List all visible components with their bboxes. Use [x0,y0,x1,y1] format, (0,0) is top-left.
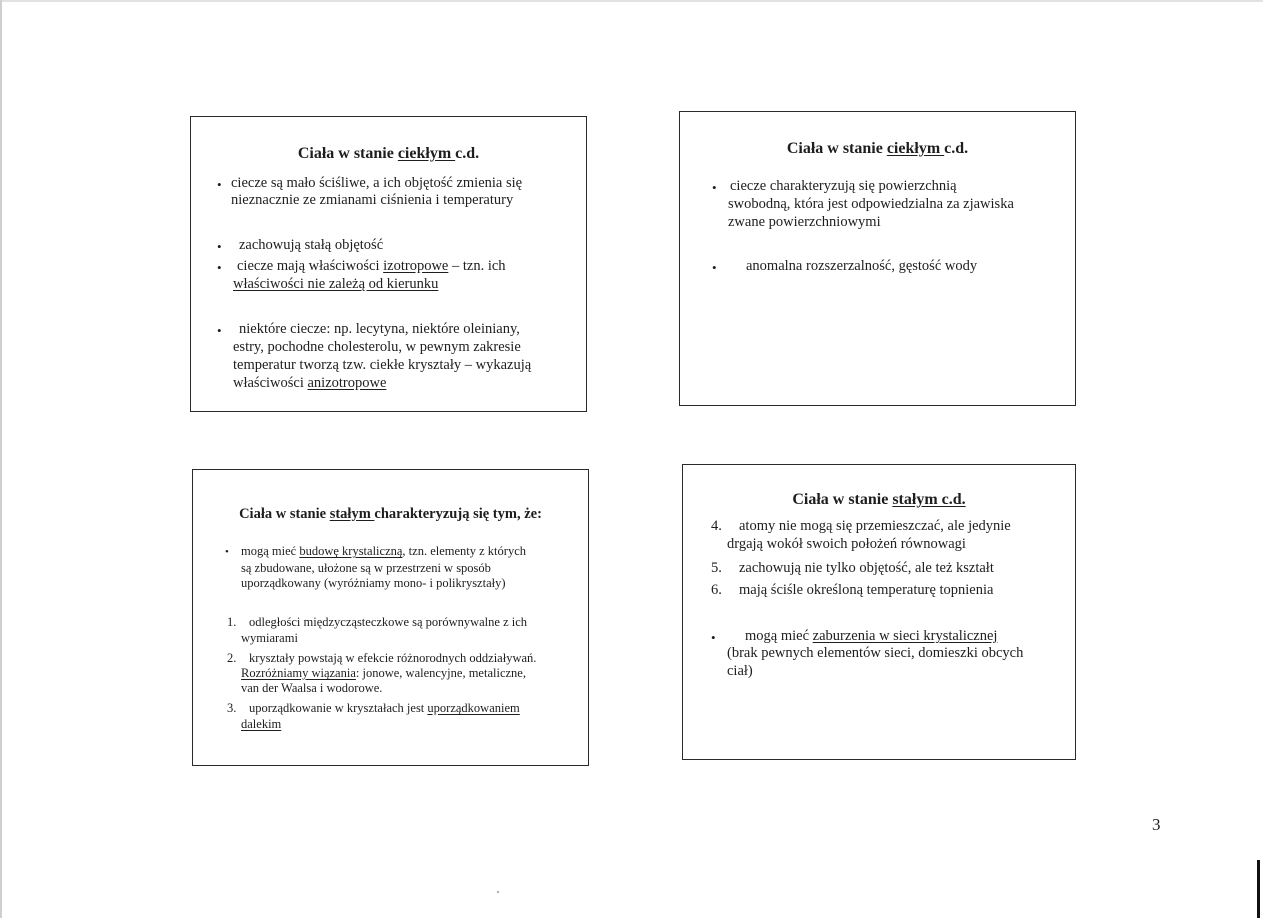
list-text: zachowują nie tylko objętość, ale też kształt [739,560,994,576]
bullet-text: właściwości nie zależą od kierunku [233,276,439,292]
bullet-text: są zbudowane, ułożone są w przestrzeni w sposób [241,561,491,575]
bullet-icon: • [225,546,229,558]
bullet-text: estry, pochodne cholesterolu, w pewnym zakresie [233,339,521,355]
bullet-icon: • [712,260,717,275]
bullet-text: (brak pewnych elementów sieci, domieszki obcych [727,645,1024,661]
bullet-icon: • [711,630,716,645]
list-text: uporządkowanie w kryształach jest uporządkowaniem [249,701,520,715]
list-number: 2. [227,651,237,665]
bullet-text: właściwości anizotropowe [233,375,387,391]
list-number: 3. [227,701,237,715]
slide-liquids-1 [190,116,587,412]
bullet-text: niektóre ciecze: np. lecytyna, niektóre oleiniany, [239,321,520,337]
list-text: dalekim [241,717,282,731]
bullet-text: mogą mieć budowę krystaliczną, tzn. elementy z których [241,544,526,558]
page-number: 3 [1152,815,1161,834]
list-number: 6. [711,582,722,598]
slide-liquids-2 [679,111,1076,406]
bullet-text: temperatur tworzą tzw. ciekłe kryształy – wykazują [233,357,532,373]
bullet-text: ciecze są mało ściśliwe, a ich objętość zmienia się [231,175,523,191]
slide-title: Ciała w stanie stałym charakteryzują się tym, że: [239,506,542,522]
bullet-icon: • [217,323,222,338]
list-number: 5. [711,560,722,576]
bullet-text: uporządkowany (wyróżniamy mono- i polikryształy) [241,576,506,590]
scan-speck [497,891,499,893]
bullet-text: ciecze mają właściwości izotropowe – tzn. ich [237,258,506,274]
bullet-text: zwane powierzchniowymi [728,214,881,230]
slide-title: Ciała w stanie stałym c.d. [792,491,966,508]
scan-edge-left [0,0,2,918]
scan-edge-top [0,0,1263,2]
bullet-icon: • [217,239,222,254]
list-text: van der Waalsa i wodorowe. [241,681,383,695]
bullet-text: swobodną, która jest odpowiedzialna za zjawiska [728,196,1014,212]
bullet-icon: • [712,180,717,195]
bullet-text: anomalna rozszerzalność, gęstość wody [746,258,978,274]
slide-solids-2 [682,464,1076,760]
bullet-text: ciał) [727,663,753,679]
list-text: atomy nie mogą się przemieszczać, ale jedynie [739,518,1011,534]
list-text: odległości międzycząsteczkowe są porównywalne z ich [249,615,528,629]
bullet-text: nieznacznie ze zmianami ciśnienia i temperatury [231,192,514,208]
scan-edge-right [1257,860,1260,918]
slide-title: Ciała w stanie ciekłym c.d. [786,140,969,157]
list-text: Rozróżniamy wiązania: jonowe, walencyjne, metaliczne, [241,666,526,680]
list-text: kryształy powstają w efekcie różnorodnych oddziaływań. [249,651,537,665]
list-text: drgają wokół swoich położeń równowagi [727,536,966,552]
bullet-icon: • [217,260,222,275]
list-number: 1. [227,615,237,629]
bullet-text: ciecze charakteryzują się powierzchnią [730,178,957,194]
bullet-text: mogą mieć zaburzenia w sieci krystalicznej [745,628,998,644]
list-number: 4. [711,518,722,534]
list-text: wymiarami [241,631,298,645]
list-text: mają ściśle określoną temperaturę topnienia [739,582,994,598]
slide-solids-1 [192,469,589,766]
bullet-text: zachowują stałą objętość [239,237,384,253]
bullet-icon: • [217,177,222,192]
slide-title: Ciała w stanie ciekłym c.d. [297,145,480,162]
